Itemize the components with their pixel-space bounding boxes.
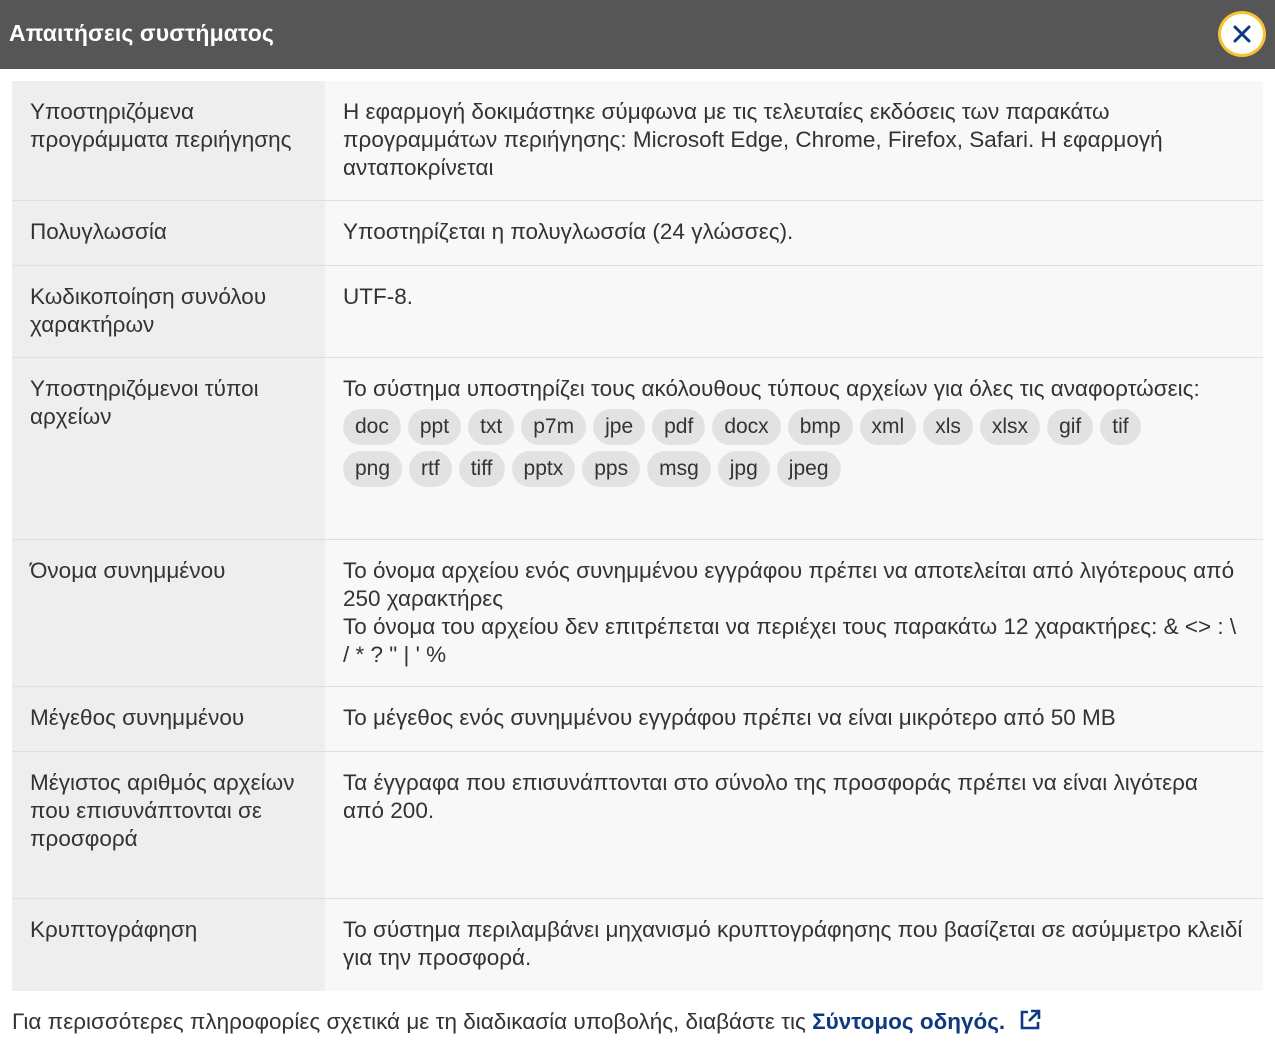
file-type-tag: xlsx bbox=[980, 409, 1040, 445]
file-type-tag: gif bbox=[1047, 409, 1093, 445]
external-link-icon[interactable] bbox=[1019, 1009, 1041, 1031]
file-type-tag: tiff bbox=[459, 451, 505, 487]
file-type-tag: txt bbox=[468, 409, 514, 445]
file-type-tag: ppt bbox=[408, 409, 461, 445]
row-file-types bbox=[12, 358, 1263, 540]
row-label: Υποστηριζόμενα προγράμματα περιήγησης bbox=[12, 81, 325, 200]
file-type-tag: jpg bbox=[718, 451, 770, 487]
requirements-table bbox=[12, 81, 1263, 991]
row-encryption bbox=[12, 899, 1263, 991]
file-type-tag: xls bbox=[923, 409, 973, 445]
row-max-files bbox=[12, 752, 1263, 899]
row-value bbox=[325, 358, 1263, 539]
file-types-description: Το σύστημα υποστηρίζει τους ακόλουθους τύπους αρχείων για όλες τις αναφορτώσεις: bbox=[343, 376, 1200, 401]
row-value: Το σύστημα περιλαμβάνει μηχανισμό κρυπτογράφησης που βασίζεται σε ασύμμετρο κλειδί για την προσφορά. bbox=[325, 899, 1263, 991]
dialog-header bbox=[0, 0, 1275, 69]
file-type-tag: p7m bbox=[521, 409, 586, 445]
row-label: Μέγιστος αριθμός αρχείων που επισυνάπτονται σε προσφορά bbox=[12, 752, 325, 898]
file-type-tag: pptx bbox=[512, 451, 576, 487]
file-type-tag: msg bbox=[647, 451, 711, 487]
row-label: Κωδικοποίηση συνόλου χαρακτήρων bbox=[12, 266, 325, 357]
close-button[interactable] bbox=[1218, 11, 1266, 57]
row-label: Υποστηριζόμενοι τύποι αρχείων bbox=[12, 358, 325, 539]
file-type-tag: docx bbox=[712, 409, 780, 445]
row-value: Τα έγγραφα που επισυνάπτονται στο σύνολο της προσφοράς πρέπει να είναι λιγότερα από 200. bbox=[325, 752, 1263, 898]
footer-text: Για περισσότερες πληροφορίες σχετικά με τη διαδικασία υποβολής, διαβάστε τις bbox=[12, 1009, 806, 1034]
row-value: Η εφαρμογή δοκιμάστηκε σύμφωνα με τις τελευταίες εκδόσεις των παρακάτω προγραμμάτων περιήγησης: Microsoft Edge, Chrome, Firefox, Safari. Η εφαρμογή ανταποκρίνεται bbox=[325, 81, 1263, 200]
file-type-tag: pps bbox=[582, 451, 640, 487]
file-type-tag: bmp bbox=[788, 409, 853, 445]
row-label: Μέγεθος συνημμένου bbox=[12, 687, 325, 751]
row-browsers bbox=[12, 81, 1263, 201]
row-value: Υποστηρίζεται η πολυγλωσσία (24 γλώσσες). bbox=[325, 201, 1263, 265]
row-charset bbox=[12, 266, 1263, 358]
row-label: Κρυπτογράφηση bbox=[12, 899, 325, 991]
row-label: Πολυγλωσσία bbox=[12, 201, 325, 265]
file-type-tag: png bbox=[343, 451, 402, 487]
row-attachment-size bbox=[12, 687, 1263, 752]
row-label: Όνομα συνημμένου bbox=[12, 540, 325, 686]
row-value: UTF-8. bbox=[325, 266, 1263, 357]
attachment-name-forbidden-chars: Το όνομα του αρχείου δεν επιτρέπεται να περιέχει τους παρακάτω 12 χαρακτήρες: & <> : \ / * ? " | ' % bbox=[343, 614, 1237, 667]
footer-note bbox=[12, 1007, 1041, 1037]
file-type-tag: pdf bbox=[652, 409, 705, 445]
quick-guide-link[interactable]: Σύντομος οδηγός. bbox=[812, 1009, 1006, 1034]
row-value bbox=[325, 540, 1263, 686]
attachment-name-length: Το όνομα αρχείου ενός συνημμένου εγγράφου πρέπει να αποτελείται από λιγότερους από 250 χαρακτήρες bbox=[343, 558, 1235, 611]
file-type-tag: jpeg bbox=[777, 451, 841, 487]
row-value: Το μέγεθος ενός συνημμένου εγγράφου πρέπει να είναι μικρότερο από 50 MB bbox=[325, 687, 1263, 751]
close-icon bbox=[1232, 24, 1252, 44]
file-type-tag: doc bbox=[343, 409, 401, 445]
row-multilingual bbox=[12, 201, 1263, 266]
row-attachment-name bbox=[12, 540, 1263, 687]
file-type-tag: rtf bbox=[409, 451, 452, 487]
file-type-tag: jpe bbox=[593, 409, 645, 445]
file-type-tags bbox=[343, 409, 1213, 493]
dialog-title: Απαιτήσεις συστήματος bbox=[9, 20, 274, 46]
file-type-tag: tif bbox=[1100, 409, 1140, 445]
file-type-tag: xml bbox=[860, 409, 917, 445]
